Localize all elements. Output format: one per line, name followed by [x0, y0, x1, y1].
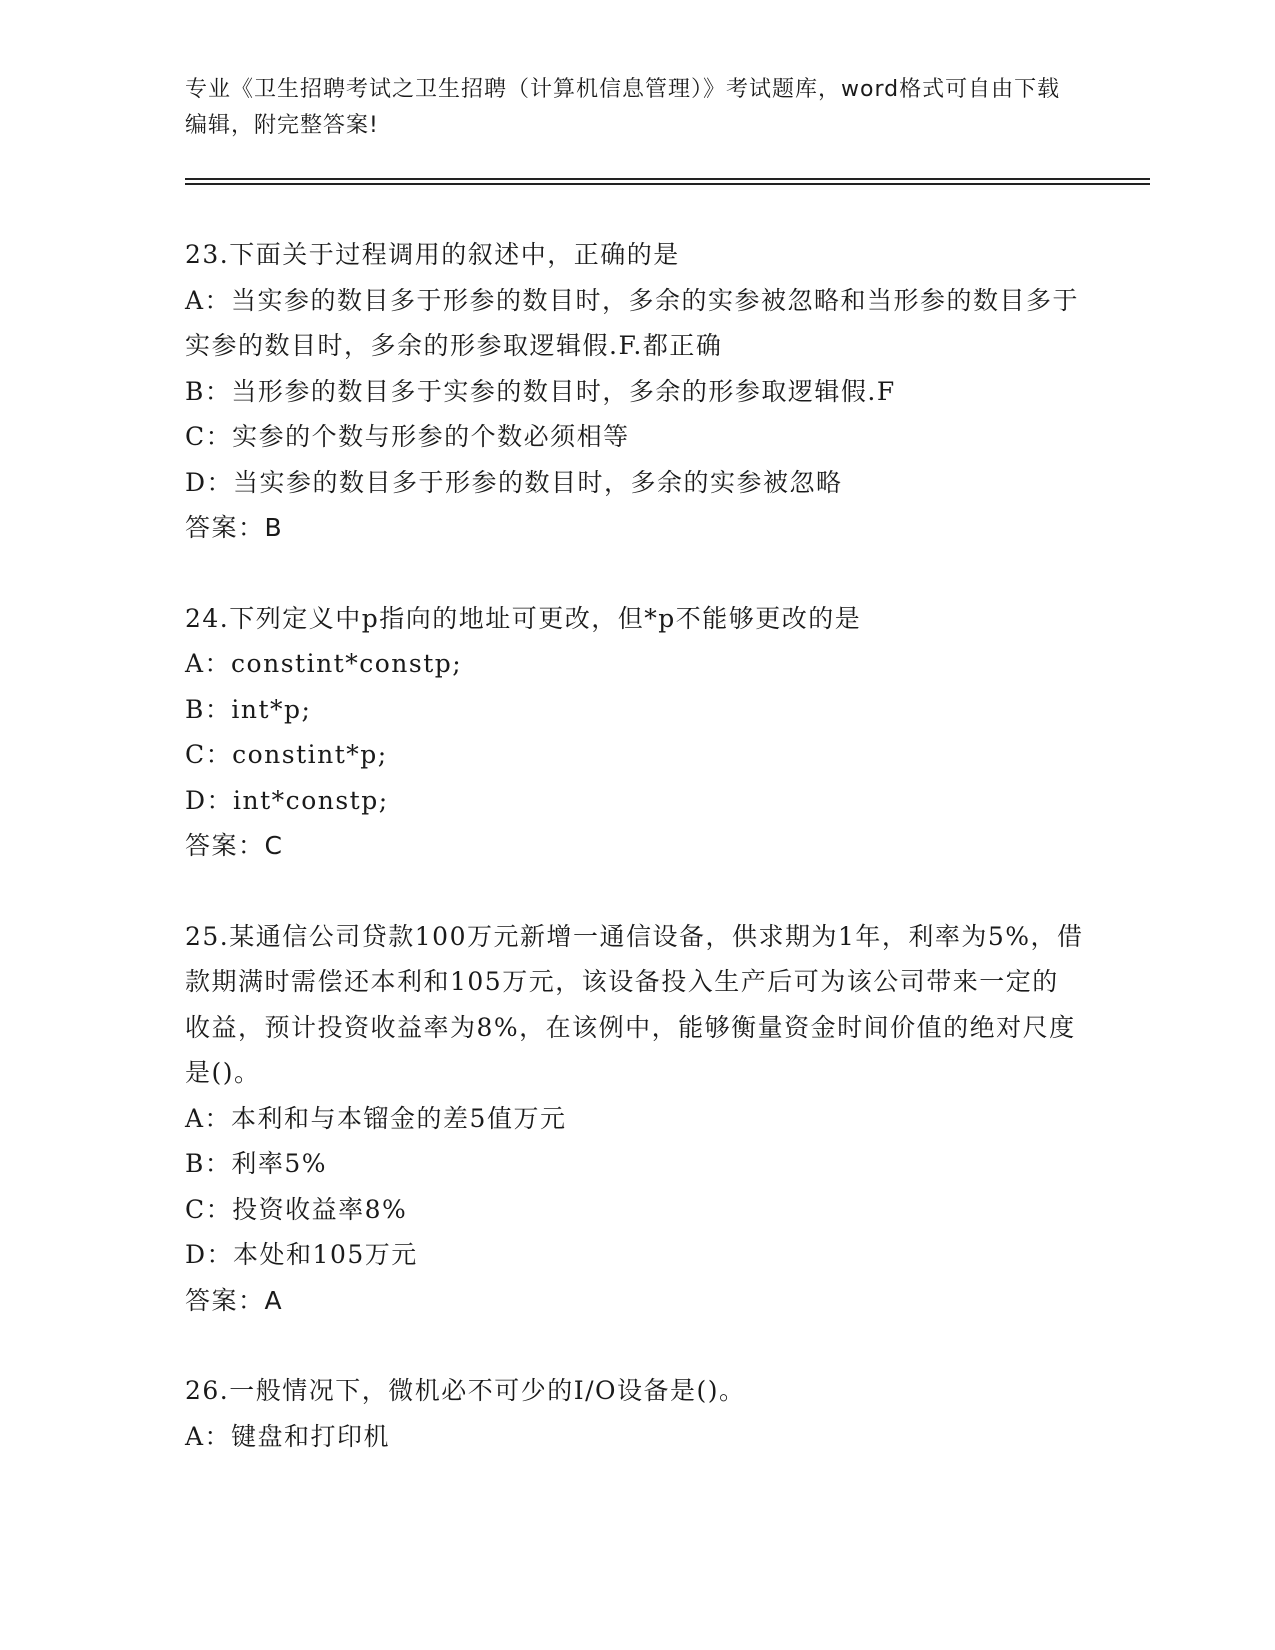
question-text: 24.下列定义中p指向的地址可更改，但*p不能够更改的是 — [185, 603, 862, 633]
question-list — [185, 232, 1085, 1504]
option-c: C：实参的个数与形参的个数必须相等 — [185, 422, 630, 451]
question-text: 23.下面关于过程调用的叙述中，正确的是 — [185, 240, 680, 269]
option-d: D：当实参的数目多于形参的数目时，多余的实参被忽略 — [185, 467, 843, 497]
question-23 — [185, 232, 1085, 551]
question-text: 26.一般情况下，微机必不可少的I/O设备是()。 — [185, 1376, 746, 1405]
question-25 — [185, 914, 1085, 1324]
option-b: B：int*p; — [185, 694, 312, 724]
option-a: A：constint*constp; — [185, 649, 463, 678]
question-24 — [185, 596, 1085, 869]
question-26 — [185, 1368, 1085, 1459]
answer: 答案：C — [185, 831, 284, 860]
option-b: B：当形参的数目多于实参的数目时，多余的形参取逻辑假.F — [185, 376, 896, 406]
header-divider-top — [185, 178, 1150, 180]
option-c: C：constint*p; — [185, 740, 388, 769]
option-d: D：int*constp; — [185, 785, 389, 815]
option-c: C：投资收益率8% — [185, 1194, 408, 1224]
answer: 答案：B — [185, 513, 284, 542]
answer: 答案：A — [185, 1285, 284, 1315]
question-text: 25.某通信公司贷款100万元新增一通信设备，供求期为1年，利率为5%，借款期满时需偿还本利和105万元，该设备投入生产后可为该公司带来一定的收益，预计投资收益率为8%，在该例中，能够衡量资金时间价值的绝对尺度是()。 — [185, 921, 1084, 1087]
option-a: A：键盘和打印机 — [185, 1421, 391, 1451]
option-a: A：本利和与本镏金的差5值万元 — [185, 1103, 567, 1133]
option-a: A：当实参的数目多于形参的数目时，多余的实参被忽略和当形参的数目多于实参的数目时，多余的形参取逻辑假.F.都正确 — [185, 285, 1080, 360]
header-divider-bottom — [185, 183, 1150, 185]
option-b: B：利率5% — [185, 1149, 328, 1178]
document-header-note: 专业《卫生招聘考试之卫生招聘（计算机信息管理）》考试题库，word格式可自由下载编辑，附完整答案! — [185, 77, 1061, 138]
option-d: D：本处和105万元 — [185, 1240, 418, 1269]
